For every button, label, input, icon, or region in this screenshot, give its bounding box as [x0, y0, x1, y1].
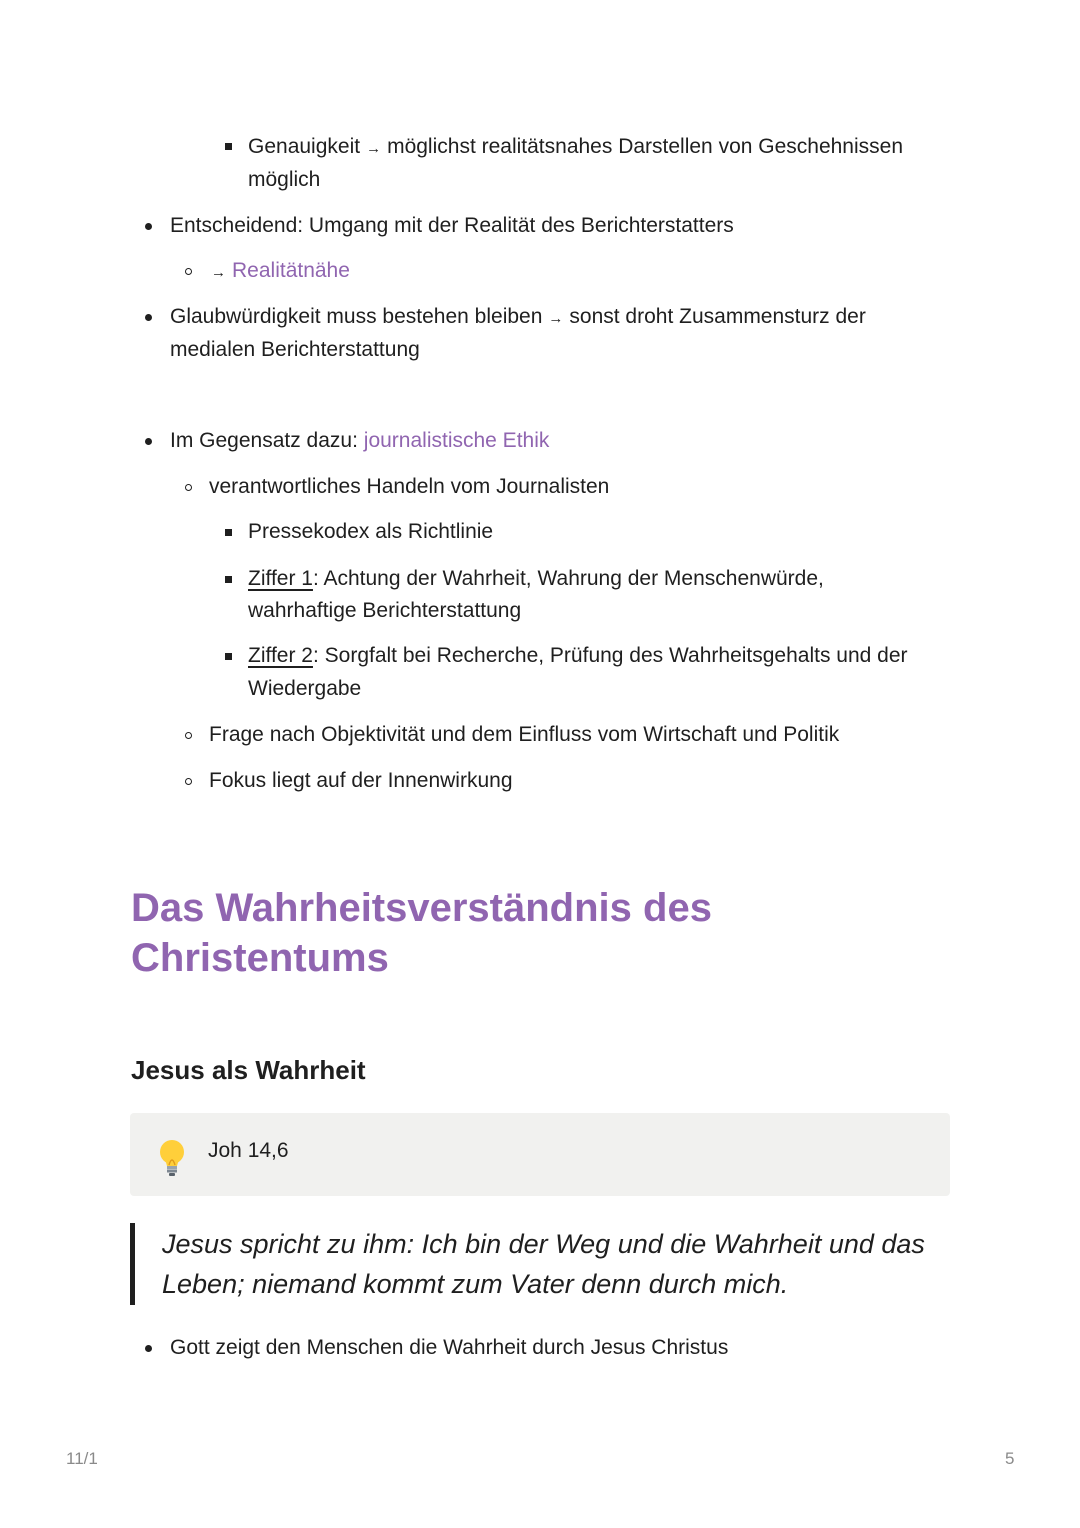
- bullet-circle: [185, 484, 192, 491]
- list-item-handeln: verantwortliches Handeln vom Journalisten: [209, 475, 610, 498]
- callout-text: Joh 14,6: [208, 1139, 289, 1162]
- list-item-gott: Gott zeigt den Menschen die Wahrheit durch Jesus Christus: [170, 1336, 729, 1359]
- list-item-realitaetnaehe: [209, 254, 350, 289]
- bullet-disc: [145, 1345, 152, 1352]
- link-journalistische-ethik[interactable]: journalistische Ethik: [363, 429, 550, 452]
- bullet-disc: [145, 223, 152, 230]
- subsection-heading: Jesus als Wahrheit: [131, 1055, 366, 1085]
- ziffer-2-label: Ziffer 2: [248, 644, 313, 667]
- list-item-genauigkeit: Genauigkeit → möglichst realitätsnahes Darstellen von Geschehnissen: [248, 130, 903, 165]
- list-item-pressekodex: Pressekodex als Richtlinie: [248, 520, 494, 543]
- arrow-right-icon: →: [366, 140, 382, 157]
- list-item-ziffer-2-cont: Wiedergabe: [248, 677, 362, 700]
- list-item-gegensatz: Im Gegensatz dazu: journalistische Ethik: [170, 429, 550, 452]
- list-item-ziffer-1-cont: wahrhaftige Berichterstattung: [248, 599, 522, 622]
- section-heading: Das Wahrheitsverständnis des: [131, 886, 712, 930]
- link-realitaetnaehe[interactable]: Realitätnähe: [232, 259, 350, 282]
- list-item-objektivitaet: Frage nach Objektivität und dem Einfluss vom Wirtschaft und Politik: [209, 723, 840, 746]
- footer-page-number: 5: [1005, 1449, 1015, 1468]
- arrow-right-icon: →: [211, 264, 226, 281]
- bullet-square: [225, 529, 232, 536]
- list-item-glaubwuerdigkeit-cont: medialen Berichterstattung: [170, 338, 420, 361]
- section-heading-cont: Christentums: [131, 936, 389, 980]
- lightbulb-icon: [157, 1139, 187, 1177]
- bullet-circle: [185, 778, 192, 785]
- quote-bar: [130, 1223, 135, 1305]
- bible-quote-cont: Leben; niemand kommt zum Vater denn durch mich.: [162, 1269, 789, 1299]
- footer-course: 11/1: [66, 1449, 98, 1468]
- arrow-right-icon: →: [548, 310, 564, 327]
- bullet-disc: [145, 314, 152, 321]
- list-item-genauigkeit-cont: möglich: [248, 168, 321, 191]
- bullet-square: [225, 576, 232, 583]
- list-item-ziffer-2: Ziffer 2: Sorgfalt bei Recherche, Prüfung des Wahrheitsgehalts und der: [248, 644, 908, 667]
- bullet-square: [225, 653, 232, 660]
- bullet-circle: [185, 268, 192, 275]
- list-item-entscheidend: Entscheidend: Umgang mit der Realität des Berichterstatters: [170, 214, 734, 237]
- list-item-glaubwuerdigkeit: Glaubwürdigkeit muss bestehen bleiben → sonst droht Zusammensturz der: [170, 300, 866, 335]
- bullet-disc: [145, 438, 152, 445]
- bullet-circle: [185, 732, 192, 739]
- bullet-square: [225, 143, 232, 150]
- list-item-innenwirkung: Fokus liegt auf der Innenwirkung: [209, 769, 513, 792]
- list-item-ziffer-1: Ziffer 1: Achtung der Wahrheit, Wahrung der Menschenwürde,: [248, 567, 824, 590]
- bible-quote: Jesus spricht zu ihm: Ich bin der Weg und die Wahrheit und das: [162, 1229, 925, 1259]
- ziffer-1-label: Ziffer 1: [248, 567, 313, 590]
